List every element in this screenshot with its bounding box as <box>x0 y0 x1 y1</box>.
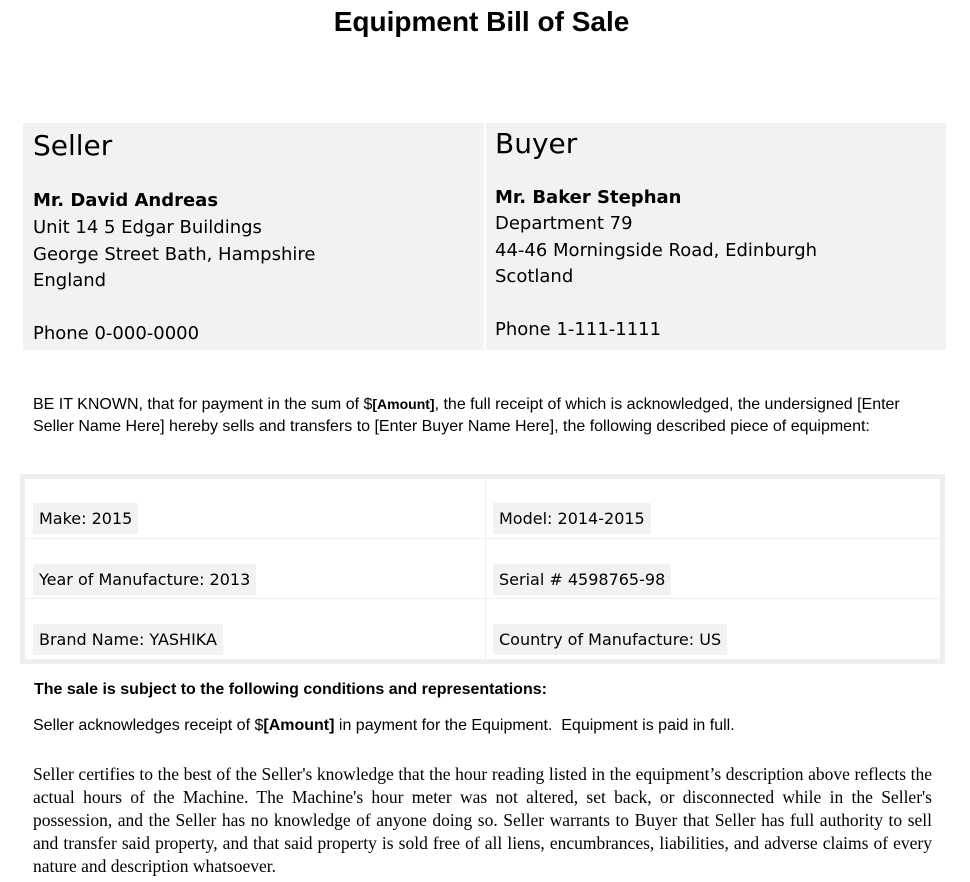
equipment-serial-number: Serial # 4598765-98 <box>493 564 671 595</box>
acknowledgement-paragraph <box>33 717 735 735</box>
document-title: Equipment Bill of Sale <box>333 6 630 37</box>
seller-heading: Seller <box>33 129 113 162</box>
parties-divider <box>484 123 486 350</box>
equipment-table-row-divider <box>25 598 940 599</box>
seller-name: Mr. David Andreas <box>33 190 219 211</box>
known-amount-placeholder: [Amount] <box>372 396 435 412</box>
be-it-known-paragraph <box>33 394 913 437</box>
equipment-table-column-divider <box>485 479 486 659</box>
equipment-model: Model: 2014-2015 <box>493 503 651 534</box>
equipment-year-of-manufacture: Year of Manufacture: 2013 <box>33 564 256 595</box>
seller-address-line-3: England <box>33 270 107 291</box>
seller-phone: Phone 0-000-0000 <box>33 323 200 344</box>
certification-paragraph: Seller certifies to the best of the Seller's knowledge that the hour reading listed in the equipment’s description above reflects the actual hours of the Machine. The Machine's hour meter was not altered, set back, or disconnected while in the Seller's possession, and the Seller has no knowledge of anyone doing so. Seller warrants to Buyer that Seller has full authority to sell and transfer said property, and that said property is sold free of all liens, encumbrances, liabilities, and adverse claims of every nature and description whatsoever. <box>33 764 932 876</box>
conditions-heading: The sale is subject to the following conditions and representations: <box>34 681 547 698</box>
ack-amount-placeholder: [Amount] <box>263 717 335 734</box>
buyer-name: Mr. Baker Stephan <box>495 187 682 208</box>
ack-text-start: Seller acknowledges receipt of $ <box>33 717 264 734</box>
parties-section <box>23 123 946 350</box>
equipment-table-row-divider <box>25 538 940 539</box>
ack-text-end: in payment for the Equipment. Equipment is paid in full. <box>334 717 735 734</box>
buyer-address-line-2: 44-46 Morningside Road, Edinburgh <box>495 240 818 261</box>
equipment-make: Make: 2015 <box>33 503 138 534</box>
equipment-country-of-manufacture: Country of Manufacture: US <box>493 624 727 655</box>
seller-address-line-2: George Street Bath, Hampshire <box>33 244 316 265</box>
seller-address-line-1: Unit 14 5 Edgar Buildings <box>33 217 262 238</box>
buyer-heading: Buyer <box>495 127 578 160</box>
buyer-phone: Phone 1-111-1111 <box>495 319 662 340</box>
buyer-address-line-1: Department 79 <box>495 213 633 234</box>
equipment-table <box>20 474 945 664</box>
known-text-end: , the full receipt of which is acknowledged, the undersigned [Enter Seller Name Here] hereby sells and transfers to [Enter Buyer Name Here], the following described piece of equipment: <box>33 396 900 435</box>
equipment-brand-name: Brand Name: YASHIKA <box>33 624 223 655</box>
buyer-address-line-3: Scotland <box>495 266 574 287</box>
known-text-start: BE IT KNOWN, that for payment in the sum of $ <box>33 396 373 413</box>
